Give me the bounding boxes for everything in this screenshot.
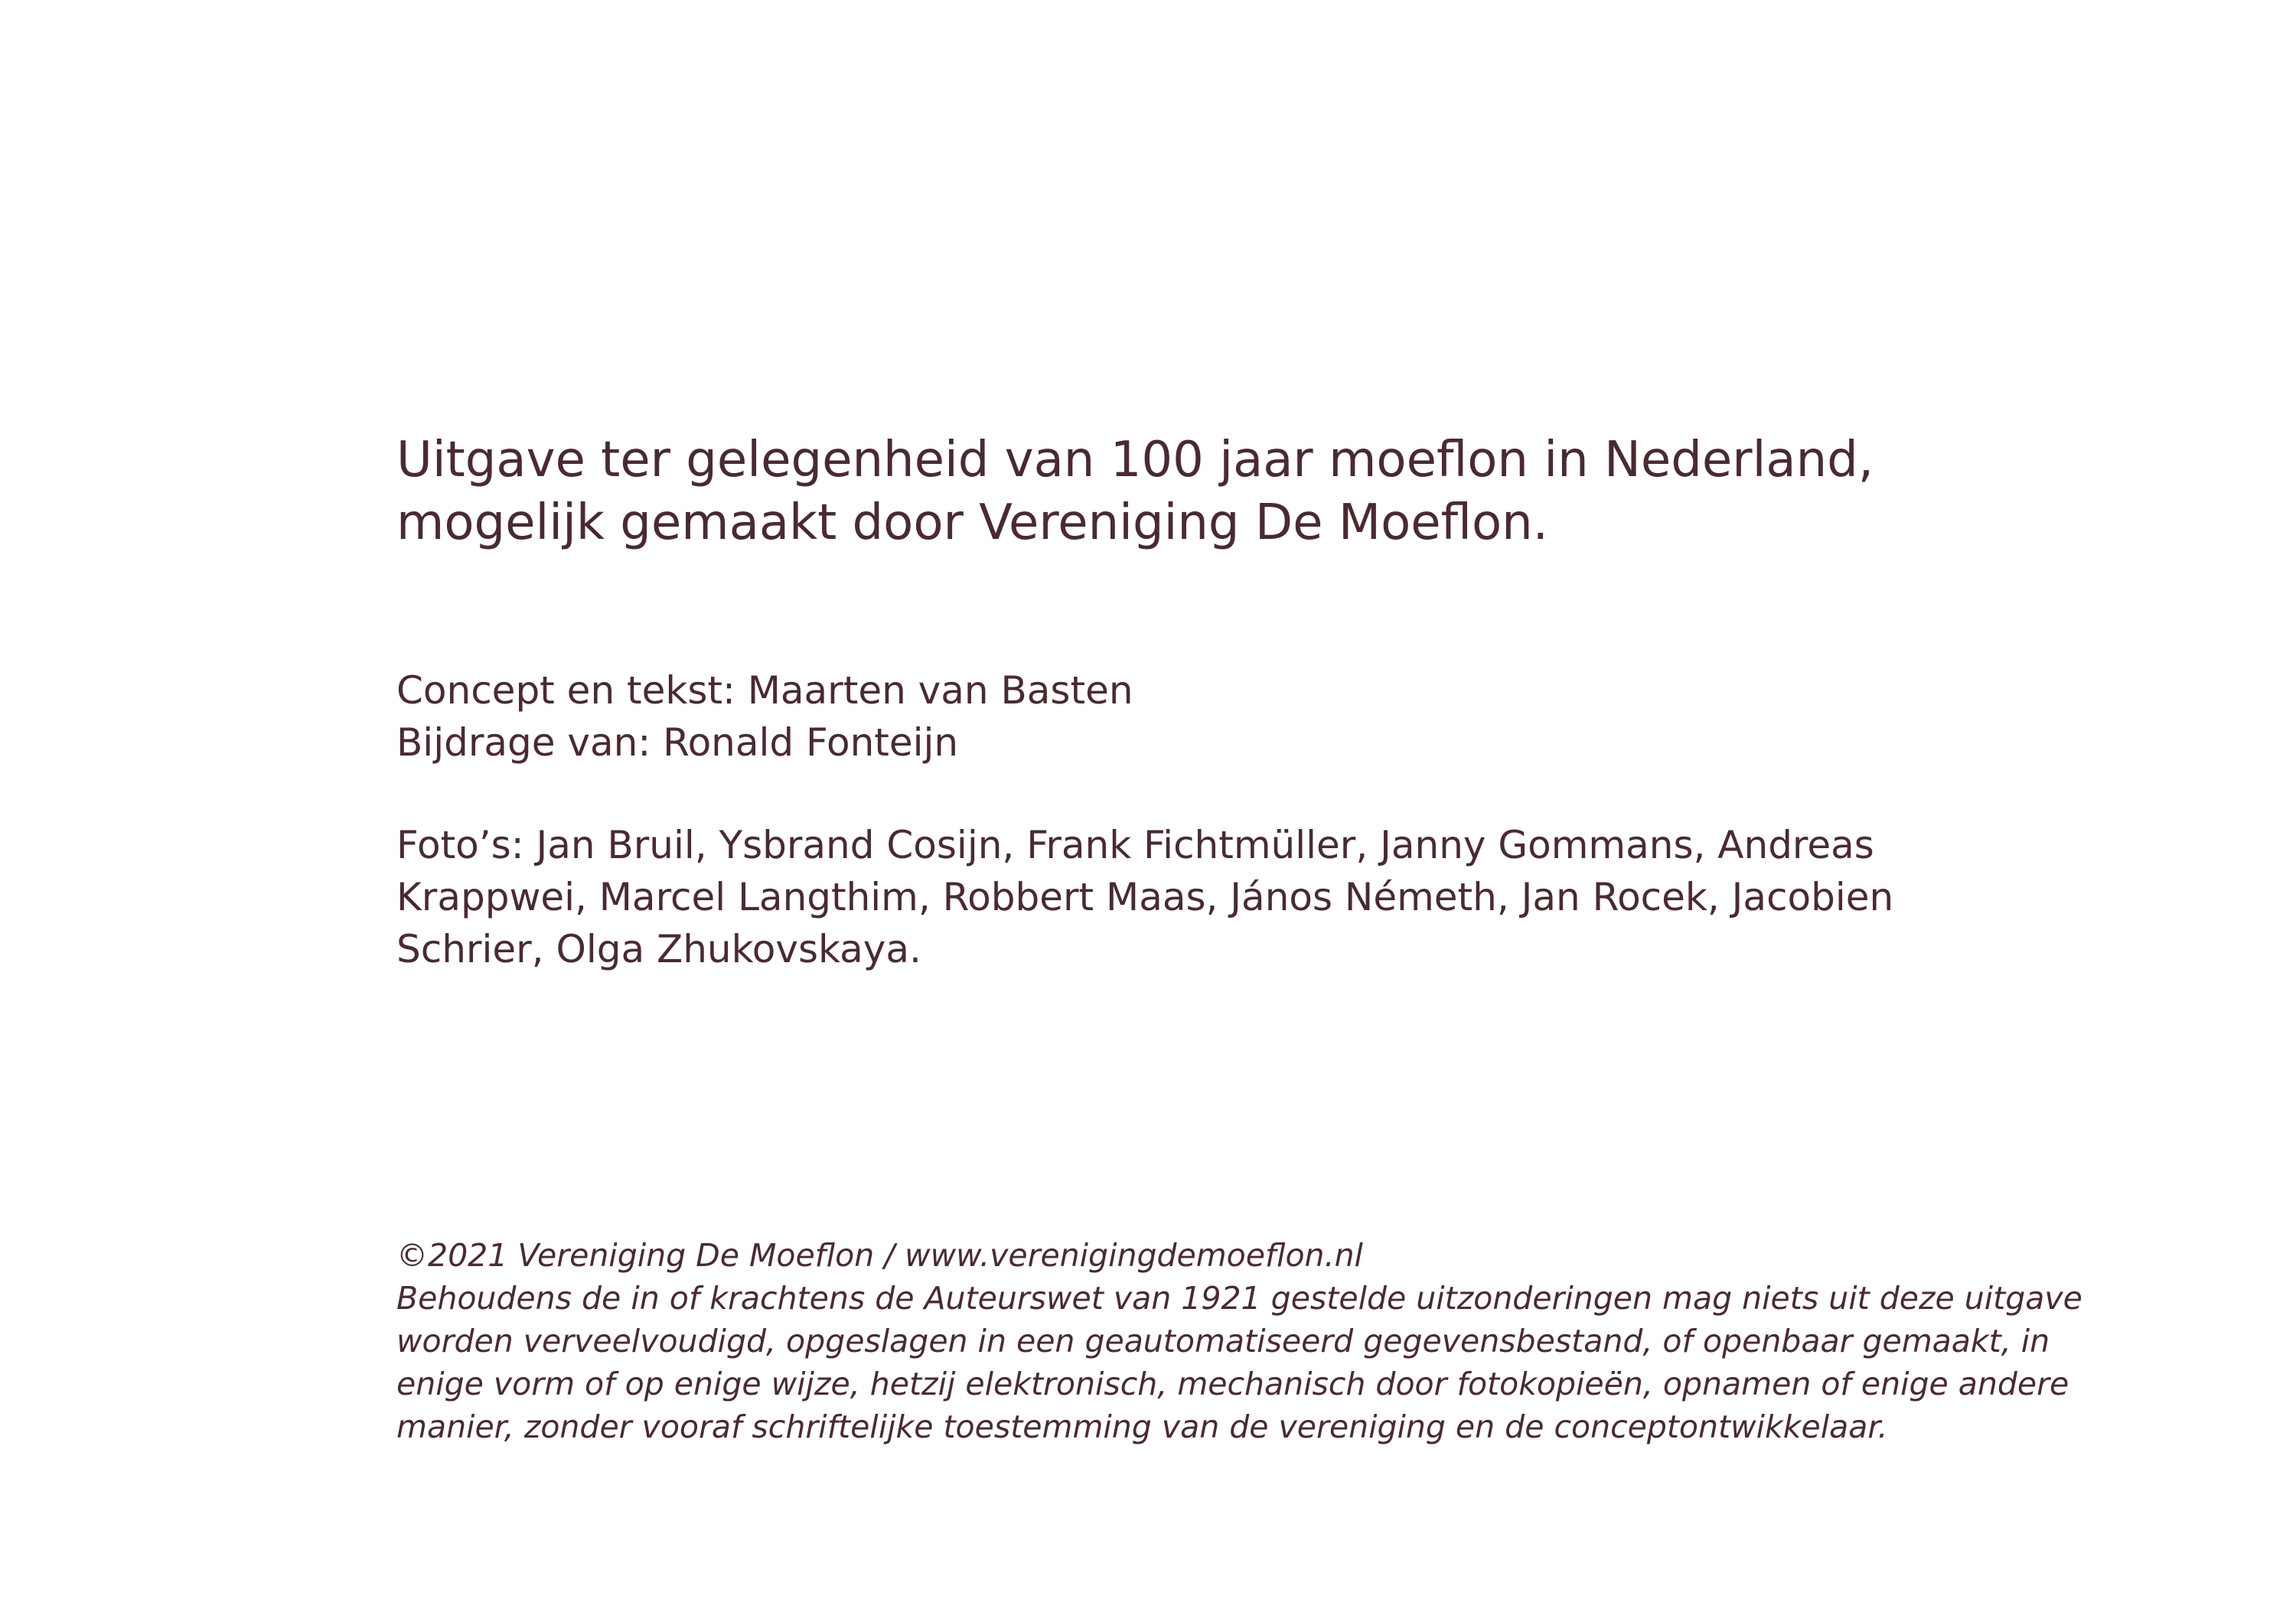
intro-line: Uitgave ter gelegenheid van 100 jaar moeflon in Nederland, <box>396 432 1874 488</box>
copyright-line: Behoudens de in of krachtens de Auteurswet van 1921 gestelde uitzonderingen mag niets uit deze uitgave <box>396 1280 2082 1317</box>
photo-credits-line: Foto’s: Jan Bruil, Ysbrand Cosijn, Frank Fichtmüller, Janny Gommans, Andreas <box>396 823 1874 867</box>
photo-credits <box>396 819 2157 975</box>
concept-credit: Concept en tekst: Maarten van Basten <box>396 668 1133 713</box>
copyright-notice: ©2021 Vereniging De Moeflon / www.verenigingdemoeflon.nl <box>396 1237 1363 1274</box>
photo-credits-line: Krappwei, Marcel Langthim, Robbert Maas, János Németh, Jan Rocek, Jacobien <box>396 875 1894 919</box>
copyright-line: manier, zonder vooraf schriftelijke toestemming van de vereniging en de conceptontwikkelaar. <box>396 1408 1888 1445</box>
intro-line: mogelijk gemaakt door Vereniging De Moeflon. <box>396 495 1548 551</box>
copyright-line: worden verveelvoudigd, opgeslagen in een geautomatiseerd gegevensbestand, of openbaar gemaakt, in <box>396 1323 2050 1360</box>
intro-text <box>396 429 2157 554</box>
credits-block <box>396 664 2157 769</box>
contribution-credit: Bijdrage van: Ronald Fonteijn <box>396 720 959 765</box>
copyright-line: enige vorm of op enige wijze, hetzij elektronisch, mechanisch door fotokopieën, opnamen of enige andere <box>396 1366 2069 1402</box>
copyright-block <box>396 1234 2157 1448</box>
photo-credits-line: Schrier, Olga Zhukovskaya. <box>396 927 921 971</box>
